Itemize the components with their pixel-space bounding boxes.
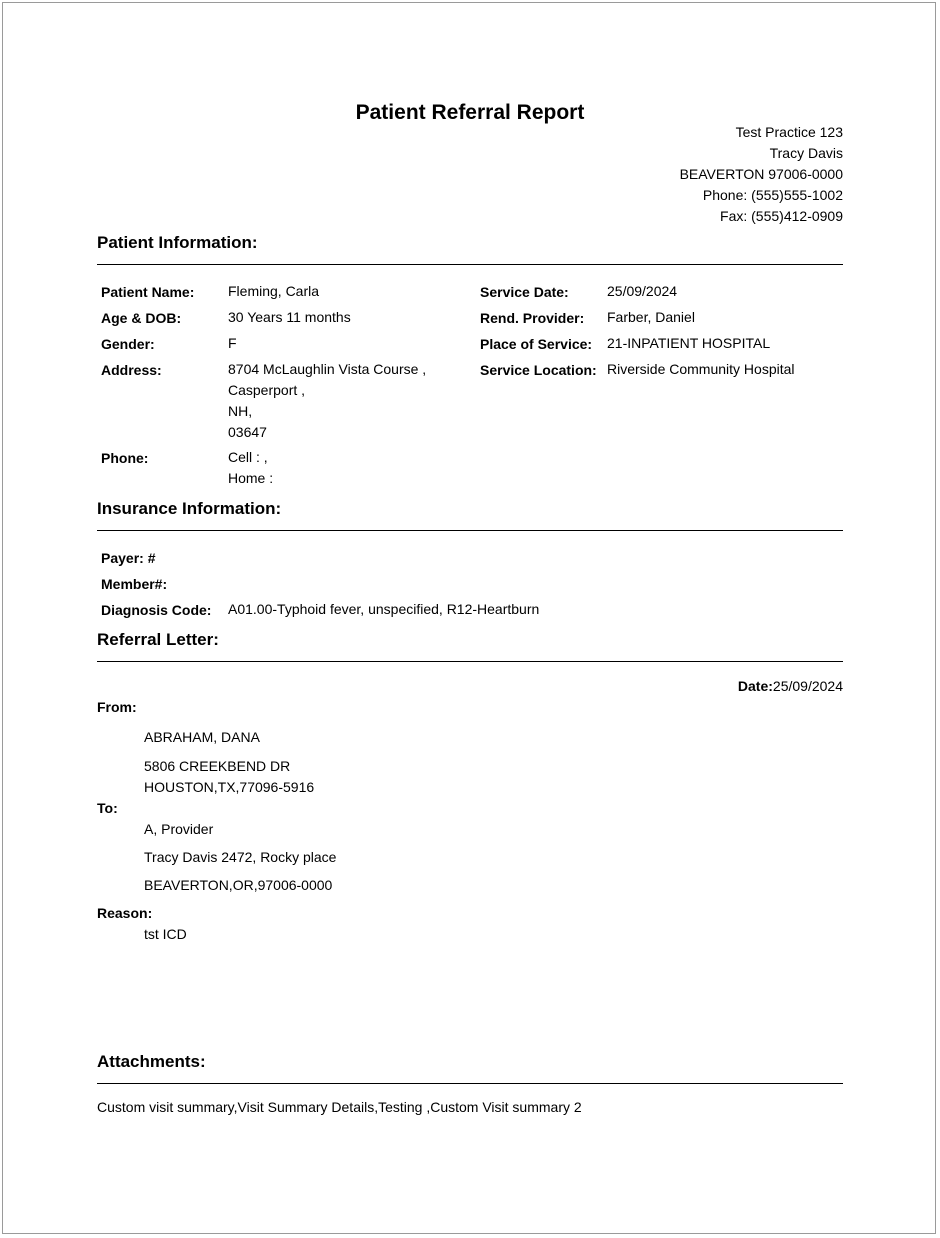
service-location-value: Riverside Community Hospital [607,361,795,377]
letter-date [738,678,843,694]
practice-city-zip: BEAVERTON 97006-0000 [679,166,843,182]
from-label: From: [97,699,137,715]
service-location-label: Service Location: [480,362,597,378]
practice-contact: Tracy Davis [769,145,843,161]
payer-label: Payer: # [101,550,156,566]
attachments-list: Custom visit summary,Visit Summary Details,Testing ,Custom Visit summary 2 [97,1099,582,1115]
member-label: Member#: [101,576,168,592]
practice-info [680,122,843,227]
phone-cell: Cell : , [228,449,268,465]
address-line: 03647 [228,424,267,440]
to-name: A, Provider [144,821,214,837]
address-line: 8704 McLaughlin Vista Course , [228,361,427,377]
patient-info-divider [97,264,843,265]
address-line: Casperport , [228,382,306,398]
to-address-line2: BEAVERTON,OR,97006-0000 [144,877,333,893]
reason-value: tst ICD [144,926,187,942]
referral-letter-heading: Referral Letter: [97,630,219,649]
address-line: NH, [228,403,253,419]
letter-date-label: Date: [737,678,773,694]
phone-label: Phone: [101,450,149,466]
report-title: Patient Referral Report [355,101,585,124]
place-of-service-value: 21-INPATIENT HOSPITAL [607,335,771,351]
from-address-line1: 5806 CREEKBEND DR [144,758,291,774]
insurance-info-divider [97,530,843,531]
age-dob-value: 30 Years 11 months [228,309,351,325]
phone-value [228,447,273,489]
attachments-divider [97,1083,843,1084]
address-value [228,359,426,443]
rend-provider-label: Rend. Provider: [480,310,585,326]
practice-phone: Phone: (555)555-1002 [702,187,843,203]
attachments-heading: Attachments: [97,1052,206,1071]
diagnosis-code-value: A01.00-Typhoid fever, unspecified, R12-Heartburn [228,601,540,617]
place-of-service-label: Place of Service: [480,336,593,352]
referral-letter-divider [97,661,843,662]
phone-home: Home : [228,470,274,486]
service-date-value: 25/09/2024 [607,283,678,299]
patient-name-label: Patient Name: [101,284,195,300]
practice-fax: Fax: (555)412-0909 [720,208,843,224]
patient-info-heading: Patient Information: [97,233,258,252]
patient-name-value: Fleming, Carla [228,283,320,299]
age-dob-label: Age & DOB: [101,310,182,326]
gender-value: F [228,335,237,351]
letter-date-value: 25/09/2024 [772,678,843,694]
from-address-line2: HOUSTON,TX,77096-5916 [144,779,315,795]
reason-label: Reason: [97,905,153,921]
to-label: To: [97,800,118,816]
diagnosis-code-label: Diagnosis Code: [101,602,212,618]
from-name: ABRAHAM, DANA [144,729,260,745]
practice-name: Test Practice 123 [735,124,843,140]
address-label: Address: [101,362,162,378]
to-address-line1: Tracy Davis 2472, Rocky place [144,849,337,865]
insurance-info-heading: Insurance Information: [97,499,282,518]
gender-label: Gender: [101,336,155,352]
service-date-label: Service Date: [480,284,569,300]
rend-provider-value: Farber, Daniel [607,309,695,325]
